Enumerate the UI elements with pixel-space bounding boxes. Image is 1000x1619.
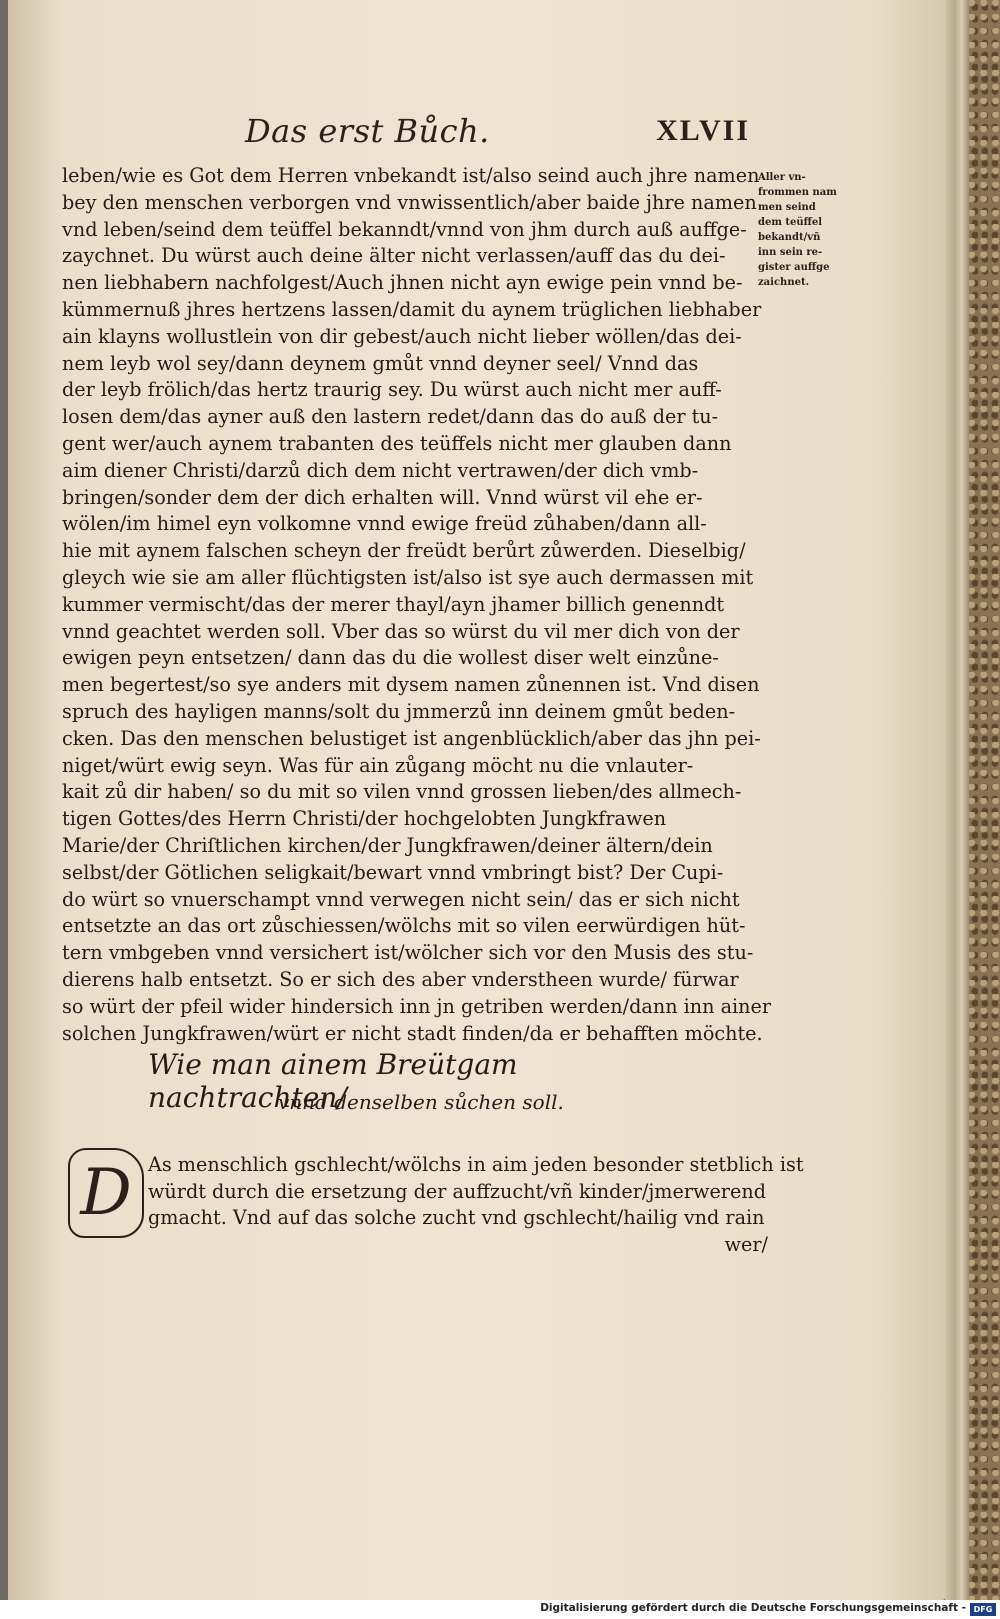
text-line: spruch des hayligen manns/solt du jmmerzů inn deinem gmůt beden- [62, 699, 736, 723]
main-text-block [62, 163, 772, 1047]
text-line: leben/wie es Got dem Herren vnbekandt ist/also seind auch jhre namen [62, 164, 760, 187]
second-paragraph [148, 1152, 804, 1258]
text-line: ewigen peyn entsetzen/ dann das du die wollest diser welt einzůne- [62, 646, 719, 670]
text-line: würdt durch die ersetzung der auffzucht/vñ kinder/jmerwerend [148, 1179, 766, 1203]
text-line: nem leyb wol sey/dann deynem gmůt vnnd deyner seel/ Vnnd das [62, 351, 699, 375]
marginal-line: gister auffge [758, 262, 830, 273]
text-line: wer/ [724, 1232, 768, 1256]
section-heading: Wie man ainem Breütgam nachtrachten/ [148, 1048, 518, 1114]
text-line: gent wer/auch aynem trabanten des teüffels nicht mer glauben dann [62, 431, 732, 455]
text-line: der leyb frölich/das hertz traurig sey. Du würst auch nicht mer auff- [62, 378, 722, 402]
text-line: vnnd geachtet werden soll. Vber das so würst du vil mer dich von der [62, 619, 740, 643]
text-line: tigen Gottes/des Herrn Christi/der hochgelobten Jungkfrawen [62, 807, 667, 831]
marginal-line: frommen nam [758, 187, 837, 198]
text-line: cken. Das den menschen belustiget ist angenblücklich/aber das jhn pei- [62, 726, 761, 750]
text-line: so würt der pfeil wider hindersich inn jn getriben werden/dann inn ainer [62, 994, 772, 1018]
marginal-line: Aller vn- [758, 172, 806, 183]
decorated-initial: D [68, 1148, 144, 1238]
section-subheading: vnnd denselben sůchen soll. [278, 1090, 564, 1114]
text-line: vnd leben/seind dem teüffel bekanndt/vnnd von jhm durch auß auffge- [62, 217, 747, 241]
marginal-line: bekandt/vñ [758, 232, 821, 243]
text-line: Marie/der Chriſtlichen kirchen/der Jungkfrawen/deiner ältern/dein [62, 833, 713, 857]
text-line: bringen/sonder dem der dich erhalten will. Vnnd würst vil ehe er- [62, 485, 703, 509]
running-title: Das erst Bůch. [245, 112, 490, 150]
text-line: tern vmbgeben vnnd versichert ist/wölcher sich vor den Musis des stu- [62, 941, 754, 965]
text-line: losen dem/das ayner auß den lastern redet/dann das do auß der tu- [62, 405, 719, 429]
text-line: selbst/der Götlichen seligkait/bewart vnnd vmbringt bist? Der Cupi- [62, 860, 724, 884]
text-line: ain klayns wollustlein von dir gebest/auch nicht lieber wöllen/das dei- [62, 324, 742, 348]
funding-credit: Digitalisierung gefördert durch die Deutsche Forschungsgemeinschaft - [540, 1602, 966, 1614]
page-header [245, 112, 750, 160]
text-line: As menschlich gschlecht/wölchs in aim jeden besonder stetblich ist [148, 1153, 804, 1176]
marginal-line: zaichnet. [758, 277, 810, 288]
text-line: zaychnet. Du würst auch deine älter nicht verlassen/auff das du dei- [62, 244, 726, 268]
text-line: solchen Jungkfrawen/würt er nicht stadt finden/da er behafften möchte. [62, 1021, 763, 1045]
text-line: aim diener Christi/darzů dich dem nicht vertrawen/der dich vmb- [62, 458, 699, 482]
text-line: kait zů dir haben/ so du mit so vilen vnnd grossen lieben/des allmech- [62, 780, 742, 804]
marbled-edge [968, 0, 1000, 1600]
page-number: XLVII [656, 114, 750, 147]
text-line: kümmernuß jhres hertzens lassen/damit du aynem trüglichen liebhaber [62, 297, 762, 321]
text-line: kummer vermischt/das der merer thayl/ayn jhamer billich genenndt [62, 592, 725, 616]
text-line: hie mit aynem falschen scheyn der freüdt berůrt zůwerden. Dieselbig/ [62, 539, 746, 563]
text-line: nen liebhabern nachfolgest/Auch jhnen nicht ayn ewige pein vnnd be- [62, 271, 743, 295]
text-line: niget/würt ewig seyn. Was für ain zůgang möcht nu die vnlauter- [62, 753, 694, 777]
dfg-logo: DFG [970, 1603, 996, 1616]
marginal-note [758, 170, 848, 290]
text-line: gleych wie sie am aller flüchtigsten ist/also ist sye auch dermassen mit [62, 565, 754, 589]
text-line: entsetzte an das ort zůschiessen/wölchs mit so vilen eerwürdigen hüt- [62, 914, 746, 938]
marginal-line: inn sein re- [758, 247, 823, 258]
marginal-line: dem teüffel [758, 217, 823, 228]
marginal-line: men seind [758, 202, 816, 213]
text-line: gmacht. Vnd auf das solche zucht vnd gschlecht/hailig vnd rain [148, 1206, 765, 1229]
text-line: bey den menschen verborgen vnd vnwissentlich/aber baide jhre namen [62, 190, 757, 214]
text-line: wölen/im himel eyn volkomne vnnd ewige freüd zůhaben/dann all- [62, 512, 707, 536]
text-line: do würt so vnuerschampt vnnd verwegen nicht sein/ das er sich nicht [62, 887, 740, 911]
text-line: dierens halb entsetzt. So er sich des aber vnderstheen wurde/ fürwar [62, 967, 739, 991]
book-page-edges [945, 0, 969, 1600]
text-line: men begertest/so sye anders mit dysem namen zůnennen ist. Vnd disen [62, 673, 760, 697]
